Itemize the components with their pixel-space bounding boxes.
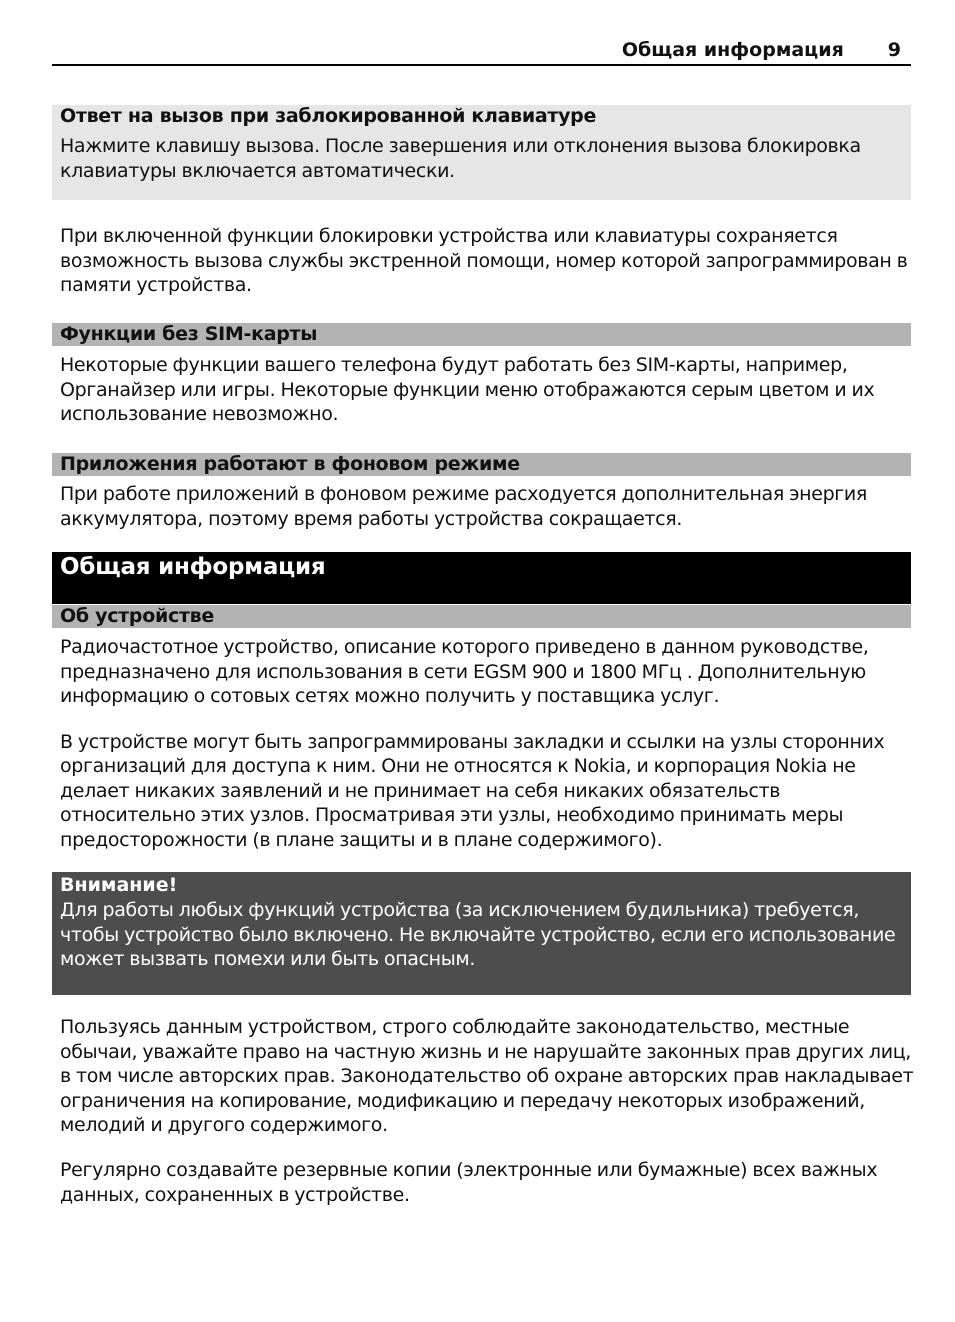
- warning-text: Для работы любых функций устройства (за исключением будильника) требуется, чтобы устройство было включено. Не включайте устройство, если его использование может вызвать помехи или быть опасным.: [60, 899, 896, 970]
- about-device-paragraph-2: В устройстве могут быть запрограммированы закладки и ссылки на узлы сторонних организаций для доступа к ним. Они не относятся к Nokia, и корпорация Nokia не делает никаких заявлений и не принимает на себя никаких обязательств относительно этих узлов. Просматривая эти узлы, необходимо принимать меры предосторожности (в плане защиты и в плане содержимого).: [60, 730, 885, 851]
- no-sim-text: Некоторые функции вашего телефона будут работать без SIM-карты, например, Органайзер или игры. Некоторые функции меню отображаются серым цветом и их использование невозможно.: [60, 354, 875, 425]
- law-paragraph: Пользуясь данным устройством, строго соблюдайте законодательство, местные обычаи, уважайте право на частную жизнь и не нарушайте законных прав других лиц, в том числе авторских прав. Законодательство об охране авторских прав накладывает ограничения на копирование, модификацию и передачу некоторых изображений, мелодий и другого содержимого.: [60, 1016, 914, 1136]
- warning-title: Внимание!: [60, 874, 178, 896]
- background-apps-section: [52, 453, 911, 531]
- about-device-heading: Об устройстве: [52, 605, 911, 628]
- section-title: Общая информация: [60, 554, 326, 580]
- keypad-lock-call-box: [52, 105, 911, 200]
- page-header: [52, 36, 911, 66]
- about-device-paragraph-1: Радиочастотное устройство, описание которого приведено в данном руководстве, предназначено для использования в сети EGSM 900 и 1800 МГц . Дополнительную информацию о сотовых сетях можно получить у поставщика услуг.: [60, 636, 869, 707]
- page-number: 9: [887, 39, 901, 61]
- keypad-lock-call-text: Нажмите клавишу вызова. После завершения или отклонения вызова блокировка клавиатуры включается автоматически.: [60, 135, 861, 182]
- no-sim-heading: Функции без SIM-карты: [52, 323, 911, 346]
- warning-box: [52, 872, 911, 995]
- section-title-bar: [52, 552, 911, 604]
- background-apps-text: При работе приложений в фоновом режиме расходуется дополнительная энергия аккумулятора, поэтому время работы устройства сокращается.: [60, 483, 868, 530]
- about-device-section: [52, 605, 911, 852]
- backup-paragraph: Регулярно создавайте резервные копии (электронные или бумажные) всех важных данных, сохраненных в устройстве.: [60, 1159, 878, 1206]
- header-title: Общая информация: [621, 39, 844, 61]
- emergency-note: При включенной функции блокировки устройства или клавиатуры сохраняется возможность вызова службы экстренной помощи, номер которой запрограммирован в памяти устройства.: [60, 225, 908, 296]
- keypad-lock-call-heading: Ответ на вызов при заблокированной клавиатуре: [60, 105, 597, 127]
- no-sim-section: [52, 323, 911, 427]
- background-apps-heading: Приложения работают в фоновом режиме: [52, 453, 911, 476]
